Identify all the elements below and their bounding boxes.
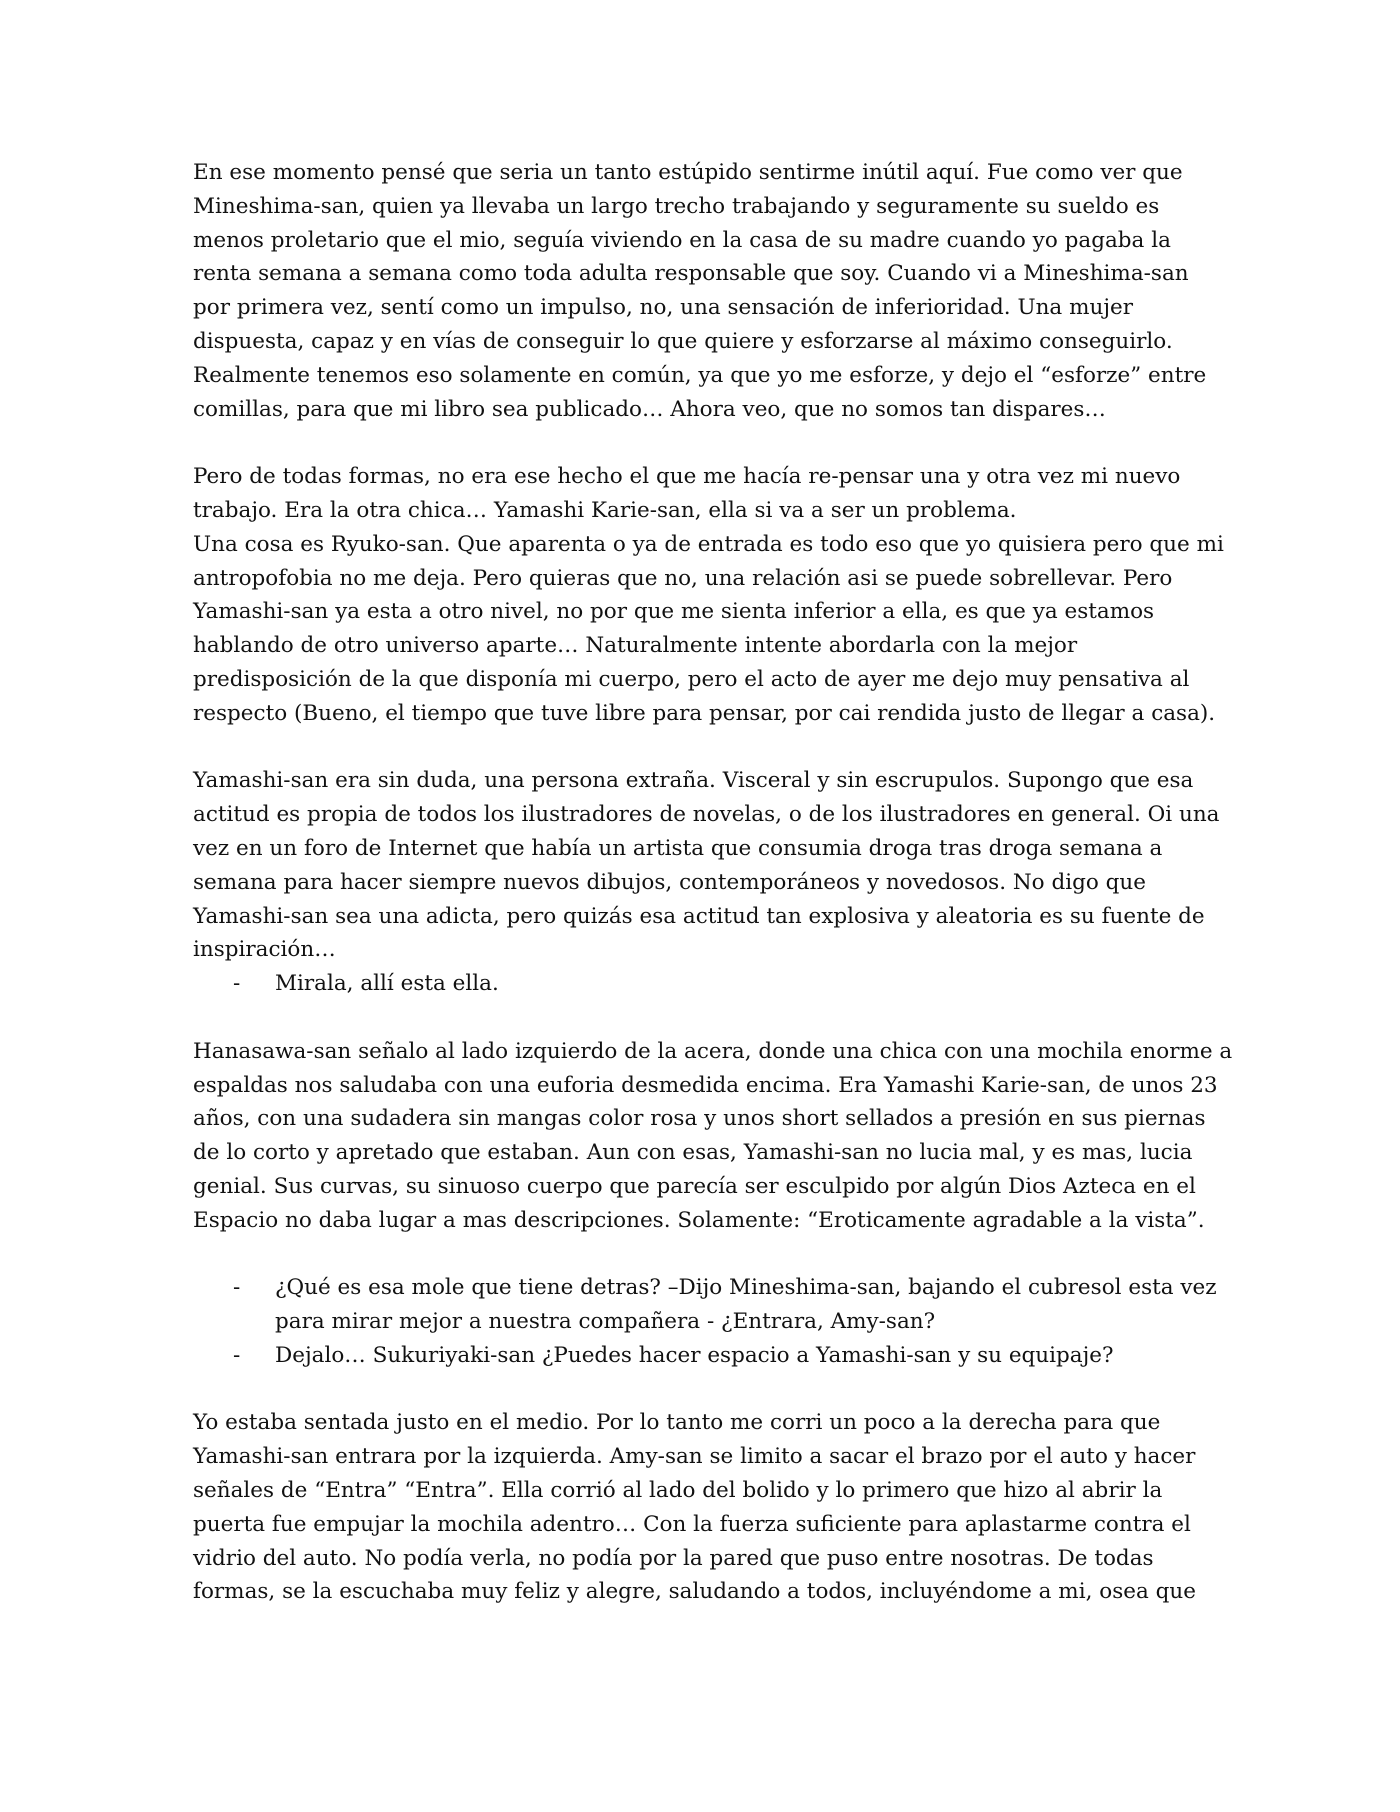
- paragraph-4: [193, 1035, 1233, 1238]
- text-line: para mirar mejor a nuestra compañera - ¿Entrara, Amy-san?: [275, 1309, 936, 1335]
- text-line: actitud es propia de todos los ilustradores de novelas, o de los ilustradores en general. Oi una: [193, 802, 1220, 828]
- dialogue-dash: -: [233, 971, 241, 997]
- paragraph-spacer: [193, 426, 1210, 460]
- dialogue-dash: -: [233, 1342, 241, 1368]
- paragraph-spacer: [193, 1238, 1210, 1272]
- text-line: vez en un foro de Internet que había un artista que consumia droga tras droga semana a: [193, 835, 1163, 861]
- text-line: de lo corto y apretado que estaban. Aun con esas, Yamashi-san no lucia mal, y es mas, lucia: [193, 1140, 1193, 1166]
- text-line: formas, se la escuchaba muy feliz y alegre, saludando a todos, incluyéndome a mi, osea que: [193, 1579, 1196, 1605]
- text-line: renta semana a semana como toda adulta responsable que soy. Cuando vi a Mineshima-san: [193, 261, 1189, 287]
- text-line: Hanasawa-san señalo al lado izquierdo de la acera, donde una chica con una mochila enorme a: [193, 1038, 1233, 1064]
- text-line: ¿Qué es esa mole que tiene detras? –Dijo Mineshima-san, bajando el cubresol esta vez: [275, 1275, 1217, 1301]
- paragraph-1: [193, 156, 1210, 426]
- text-line: antropofobia no me deja. Pero quieras que no, una relación asi se puede sobrellevar. Pero: [193, 565, 1173, 591]
- text-line: Yamashi-san era sin duda, una persona extraña. Visceral y sin escrupulos. Supongo que esa: [193, 768, 1194, 794]
- text-line: por primera vez, sentí como un impulso, no, una sensación de inferioridad. Una mujer: [193, 295, 1133, 321]
- paragraph-spacer: [193, 1373, 1210, 1407]
- paragraph-2: [193, 460, 1224, 730]
- text-line: En ese momento pensé que seria un tanto estúpido sentirme inútil aquí. Fue como ver que: [193, 160, 1183, 185]
- text-line: Yamashi-san entrara por la izquierda. Amy-san se limito a sacar el brazo por el auto y hacer: [193, 1444, 1196, 1470]
- text-line: menos proletario que el mio, seguía viviendo en la casa de su madre cuando yo pagaba la: [193, 227, 1171, 253]
- paragraph-5: [193, 1406, 1210, 1609]
- text-line: espaldas nos saludaba con una euforia desmedida encima. Era Yamashi Karie-san, de unos 23: [193, 1072, 1218, 1098]
- text-line: hablando de otro universo aparte… Naturalmente intente abordarla con la mejor: [193, 633, 1078, 659]
- text-line: vidrio del auto. No podía verla, no podía por la pared que puso entre nosotras. De todas: [193, 1545, 1154, 1571]
- text-line: inspiración…: [193, 937, 336, 963]
- text-line: Una cosa es Ryuko-san. Que aparenta o ya de entrada es todo eso que yo quisiera pero que mi: [193, 531, 1224, 557]
- text-line: puerta fue empujar la mochila adentro… Con la fuerza suficiente para aplastarme contra el: [193, 1511, 1191, 1537]
- text-line: Espacio no daba lugar a mas descripciones. Solamente: “Eroticamente agradable a la vista”.: [193, 1207, 1205, 1233]
- dialogue-line-2: [193, 1271, 1217, 1339]
- text-line: semana para hacer siempre nuevos dibujos, contemporáneos y novedosos. No digo que: [193, 869, 1146, 895]
- dialogue-dash: -: [233, 1275, 241, 1301]
- text-line: Yamashi-san ya esta a otro nivel, no por que me sienta inferior a ella, es que ya estamos: [193, 599, 1155, 625]
- text-line: Realmente tenemos eso solamente en común, ya que yo me esforze, y dejo el “esforze” entre: [193, 362, 1207, 388]
- dialogue-line-3: [193, 1339, 1210, 1373]
- text-line: señales de “Entra” “Entra”. Ella corrió al lado del bolido y lo primero que hizo al abrir la: [193, 1478, 1163, 1504]
- paragraph-3: [193, 764, 1220, 967]
- text-line: genial. Sus curvas, su sinuoso cuerpo que parecía ser esculpido por algún Dios Azteca en el: [193, 1173, 1196, 1199]
- text-line: Dejalo… Sukuriyaki-san ¿Puedes hacer espacio a Yamashi-san y su equipaje?: [275, 1342, 1114, 1368]
- dialogue-line-1: [193, 967, 1210, 1001]
- text-line: Yamashi-san sea una adicta, pero quizás esa actitud tan explosiva y aleatoria es su fuente de: [193, 903, 1205, 929]
- text-line: dispuesta, capaz y en vías de conseguir lo que quiere y esforzarse al máximo conseguirlo.: [193, 328, 1173, 354]
- text-line: predisposición de la que disponía mi cuerpo, pero el acto de ayer me dejo muy pensativa al: [193, 666, 1190, 692]
- text-line: Pero de todas formas, no era ese hecho el que me hacía re-pensar una y otra vez mi nuevo: [193, 464, 1181, 490]
- text-line: Mirala, allí esta ella.: [275, 971, 499, 997]
- text-line: comillas, para que mi libro sea publicado… Ahora veo, que no somos tan dispares…: [193, 396, 1106, 422]
- paragraph-spacer: [193, 1001, 1210, 1035]
- text-line: Mineshima-san, quien ya llevaba un largo trecho trabajando y seguramente su sueldo es: [193, 193, 1160, 219]
- paragraph-spacer: [193, 731, 1210, 765]
- text-line: trabajo. Era la otra chica… Yamashi Karie-san, ella si va a ser un problema.: [193, 497, 1017, 523]
- text-line: años, con una sudadera sin mangas color rosa y unos short sellados a presión en sus piernas: [193, 1106, 1206, 1132]
- text-line: respecto (Bueno, el tiempo que tuve libre para pensar, por cai rendida justo de llegar a casa).: [193, 700, 1216, 726]
- text-line: Yo estaba sentada justo en el medio. Por lo tanto me corri un poco a la derecha para que: [193, 1410, 1161, 1436]
